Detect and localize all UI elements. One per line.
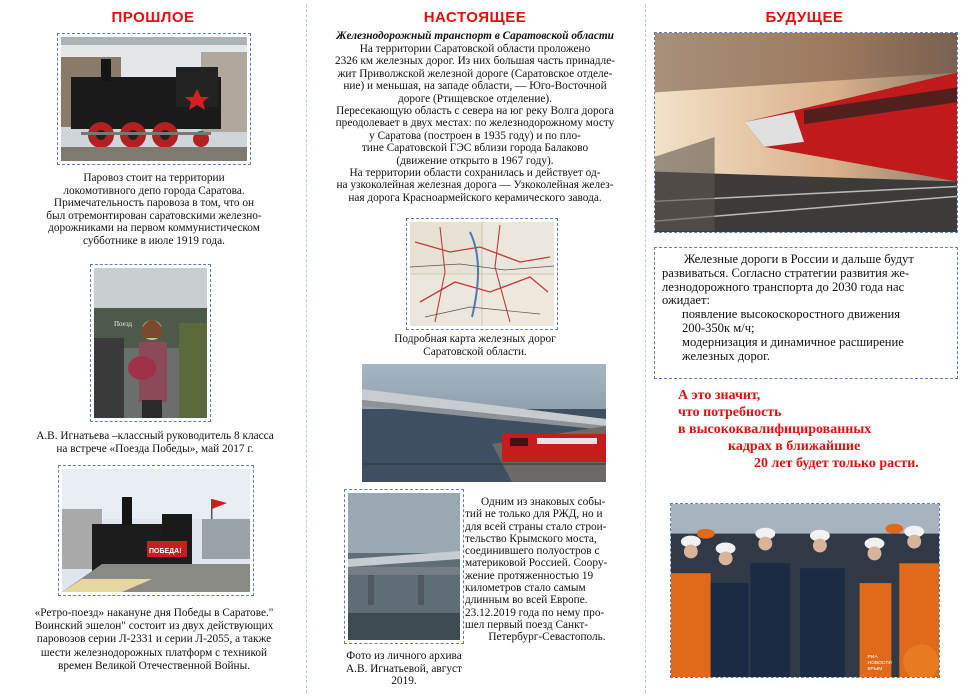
svg-text:ПОБЕДА!: ПОБЕДА!	[149, 548, 182, 555]
column-divider	[645, 4, 646, 693]
conclusion-line-5: 20 лет будет только расти.	[754, 456, 919, 471]
future-column	[648, 0, 961, 697]
teacher-photo	[90, 264, 211, 422]
locomotive-caption: Паровоз стоит на территории локомотивного депо города Саратова. Примечательность паровоза в том, что он был отремонтирован саратовскими железно- дорожниками на первом коммунистическом субботнике в июле 1919 года.	[46, 172, 262, 247]
map-caption: Подробная карта железных дорог Саратовской области.	[394, 333, 556, 358]
crimean-bridge-photo	[362, 364, 606, 482]
future-text: Железные дороги в России и дальше будут развиваться. Согласно стратегии развития же- лезнодорожного транспорта до 2030 года нас ожидает: появление высокоскоростного движения 200-350к м/ч; модернизация и динамичное расширение железных дорог.	[662, 252, 914, 363]
conclusion-line-1: А это значит,	[678, 388, 761, 403]
svg-text:РИА: РИА	[867, 655, 878, 661]
present-paragraph: На территории Саратовской области проложено 2326 км железных дорог. Из них большая часть принадле- жит Приволжской железной дороге (Саратовское отделе- ние) и меньшая, на западе области, — Юго-Восточной дороге (Ртищевское отделение). Пересекающую область с севера на юг реку Волга дорога преодолевает в двух местах: по железнодорожному мосту у Саратова (построен в 1935 году) и по пло- тине Саратовской ГЭС вблизи города Балаково (движение открыто в 1967 году). На территории области сохранилась и действует од- на узкоколейная железная дорога — Узкоколейная желез- ная дорога Красноармейского керамического завода.	[335, 43, 615, 204]
conclusion-line-2: что потребность	[678, 405, 782, 420]
conclusion-line-4: кадрах в ближайшие	[728, 439, 861, 454]
victory-train-photo	[58, 465, 254, 596]
svg-text:Поезд: Поезд	[114, 320, 133, 328]
teacher-caption: А.В. Игнатьева –классный руководитель 8 класса на встрече «Поезда Победы», май 2017 г.	[36, 430, 274, 455]
svg-text:КРЫМ: КРЫМ	[867, 667, 883, 673]
future-heading: БУДУЩЕЕ	[765, 9, 844, 26]
railway-map-photo	[406, 218, 558, 330]
steam-locomotive-photo	[57, 33, 251, 165]
bridge-personal-photo	[344, 489, 464, 644]
past-column	[0, 0, 312, 697]
svg-text:НОВОСТИ: НОВОСТИ	[867, 661, 892, 667]
workers-photo	[670, 503, 940, 678]
present-heading: НАСТОЯЩЕЕ	[423, 9, 527, 26]
high-speed-train-photo	[654, 32, 958, 233]
retro-train-caption: «Ретро-поезд» накануне дня Победы в Саратове." Воинский эшелон" состоит из двух действующих паровозов серии Л-2331 и серии Л-2055, а также шести железнодорожных платформ с техникой времен Великой Отечественной Войны.	[34, 607, 274, 672]
present-subtitle: Железнодорожный транспорт в Саратовской области	[336, 30, 614, 42]
crimean-bridge-text: Одним из знаковых собы- тий не только для РЖД, но и для всей страны стало строи- тельство Крымского моста, соединившего полуостров с материковой Россией. Соору- жение протяженностью 19 километров стало самым длинным во всей Европе. 23.12.2019 года по нему про- шел первый поезд Санкт- Петербург-Севастополь.	[465, 496, 608, 644]
present-column	[312, 0, 638, 697]
future-text-box	[654, 247, 958, 379]
past-heading: ПРОШЛОЕ	[111, 9, 195, 26]
personal-photo-caption: Фото из личного архива А.В. Игнатьевой, август 2019.	[345, 650, 462, 688]
conclusion-line-3: в высококвалифицированных	[678, 422, 872, 437]
